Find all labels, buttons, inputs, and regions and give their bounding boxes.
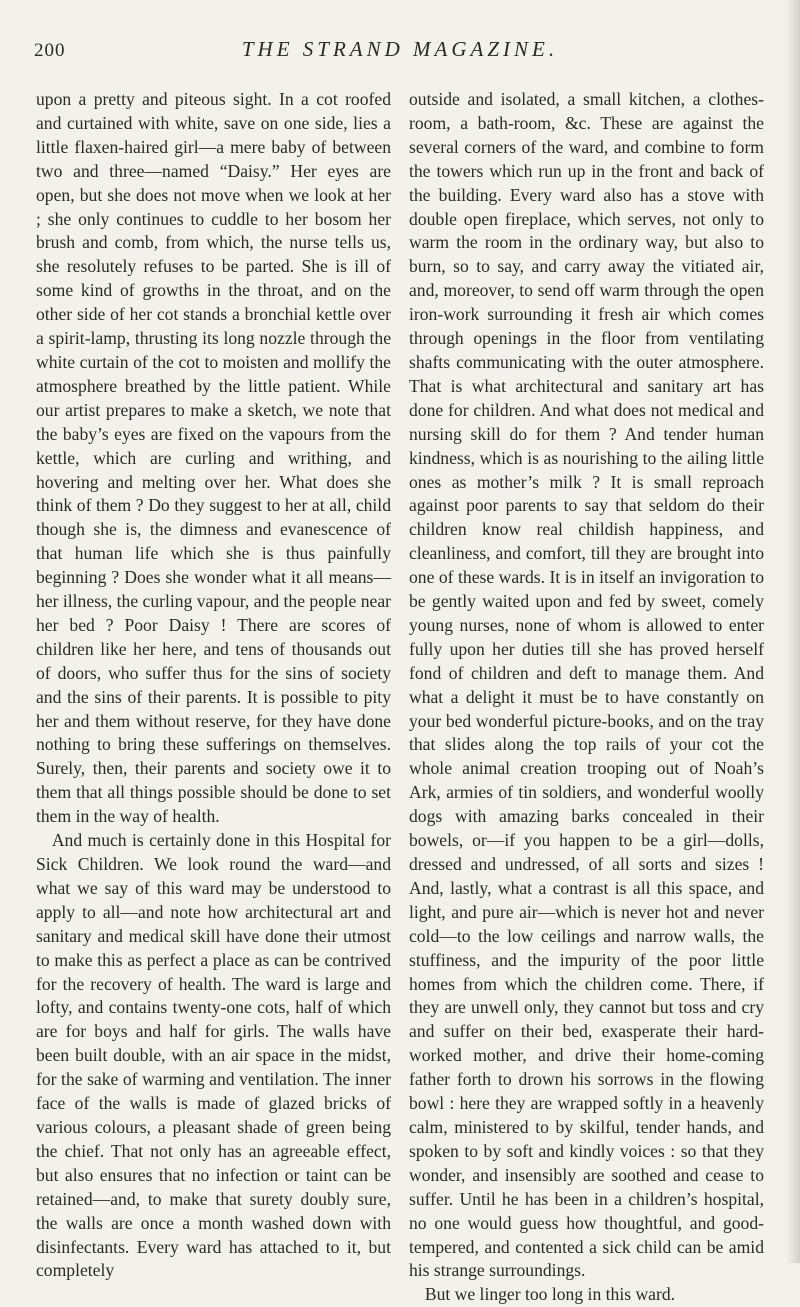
right-column: [409, 88, 764, 1307]
left-paragraph-1: upon a pretty and piteous sight. In a cot roofed and curtained with white, save on one side, lies a little flaxen-haired girl—a mere baby of between two and three—named “Daisy.” Her eyes are open, but she does not move when we look at her ; she only continues to cuddle to her bosom her brush and comb, from which, the nurse tells us, she resolutely refuses to be parted. She is ill of some kind of growths in the throat, and on the other side of her cot stands a bronchial kettle over a spirit-lamp, thrusting its long nozzle through the white curtain of the cot to moisten and mollify the atmosphere breathed by the little patient. While our artist prepares to make a sketch, we note that the baby’s eyes are fixed on the vapours from the kettle, which are curling and writhing, and hovering and melting over her. What does she think of them ? Do they suggest to her at all, child though she is, the dimness and evanescence of that human life which she is thus painfully beginning ? Does she wonder what it all means—her illness, the curling vapour, and the people near her bed ? Poor Daisy ! There are scores of children like her here, and tens of thousands out of doors, who suffer thus for the sins of society and the sins of their parents. It is possible to pity her and them without reserve, for they have done nothing to bring these sufferings on themselves. Surely, then, their parents and society owe it to them that all things possible should be done to set them in the way of health.: [36, 89, 391, 827]
right-paragraph-1: outside and isolated, a small kitchen, a clothes-room, a bath-room, &c. These are against the several corners of the ward, and combine to form the towers which run up in the front and back of the building. Every ward also has a stove with double open fireplace, which serves, not only to warm the room in the ordinary way, but also to burn, so to say, and carry away the vitiated air, and, moreover, to send off warm through the open iron-work surrounding it fresh air which comes through openings in the floor from ventilating shafts communicating with the outer atmosphere. That is what architectural and sanitary art has done for children. And what does not medical and nursing skill do for them ? And tender human kindness, which is as nourishing to the ailing little ones as mother’s milk ? It is small reproach against poor parents to say that seldom do their children know real childish happiness, and cleanliness, and comfort, till they are brought into one of these wards. It is in itself an invigoration to be gently waited upon and fed by sweet, comely young nurses, none of whom is allowed to enter fully upon her duties till she has proved herself fond of children and deft to manage them. And what a delight it must be to have constantly on your bed wonderful picture-books, and on the tray that slides along the top rails of your cot the whole animal creation trooping out of Noah’s Ark, armies of tin soldiers, and wonderful woolly dogs with amazing barks concealed in their bowels, or—if you happen to be a girl—dolls, dressed and undressed, of all sorts and sizes ! And, lastly, what a contrast is all this space, and light, and pure air—which is never hot and never cold—to the low ceilings and narrow walls, the stuffiness, and the impurity of the poor little homes from which the children come. There, if they are unwell only, they cannot but toss and cry and suffer on their bed, exasperate their hard-worked mother, and drive their home-coming father forth to drown his sorrows in the flowing bowl : here they are wrapped softly in a heavenly calm, ministered to by skilful, tender hands, and spoken to by soft and kindly voices : so that they wonder, and insensibly are soothed and cease to suffer. Until he has been in a children’s hospital, no one would guess how thoughtful, and good-tempered, and contented a sick child can be amid his strange surroundings.: [409, 89, 764, 1281]
right-paragraph-2: But we linger too long in this ward.: [424, 1284, 676, 1305]
left-paragraph-2: And much is certainly done in this Hospital for Sick Children. We look round the ward—and what we say of this ward may be understood to apply to all—and note how architectural art and sanitary and medical skill have done their utmost to make this as perfect a place as can be contrived for the recovery of health. The ward is large and lofty, and contains twenty-one cots, half of which are for boys and half for girls. The walls have been built double, with an air space in the midst, for the sake of warming and ventilation. The inner face of the walls is made of glazed bricks of various colours, a pleasant shade of green being the chief. That not only has an agreeable effect, but also ensures that no infection or taint can be retained—and, to make that surety doubly sure, the walls are once a month washed down with disinfectants. Every ward has attached to it, but completely: [36, 830, 391, 1281]
page-edge-shadow: [786, 0, 800, 1263]
page-number: 200: [34, 40, 66, 61]
left-column: [36, 88, 391, 1283]
running-title: THE STRAND MAGAZINE.: [241, 37, 559, 61]
